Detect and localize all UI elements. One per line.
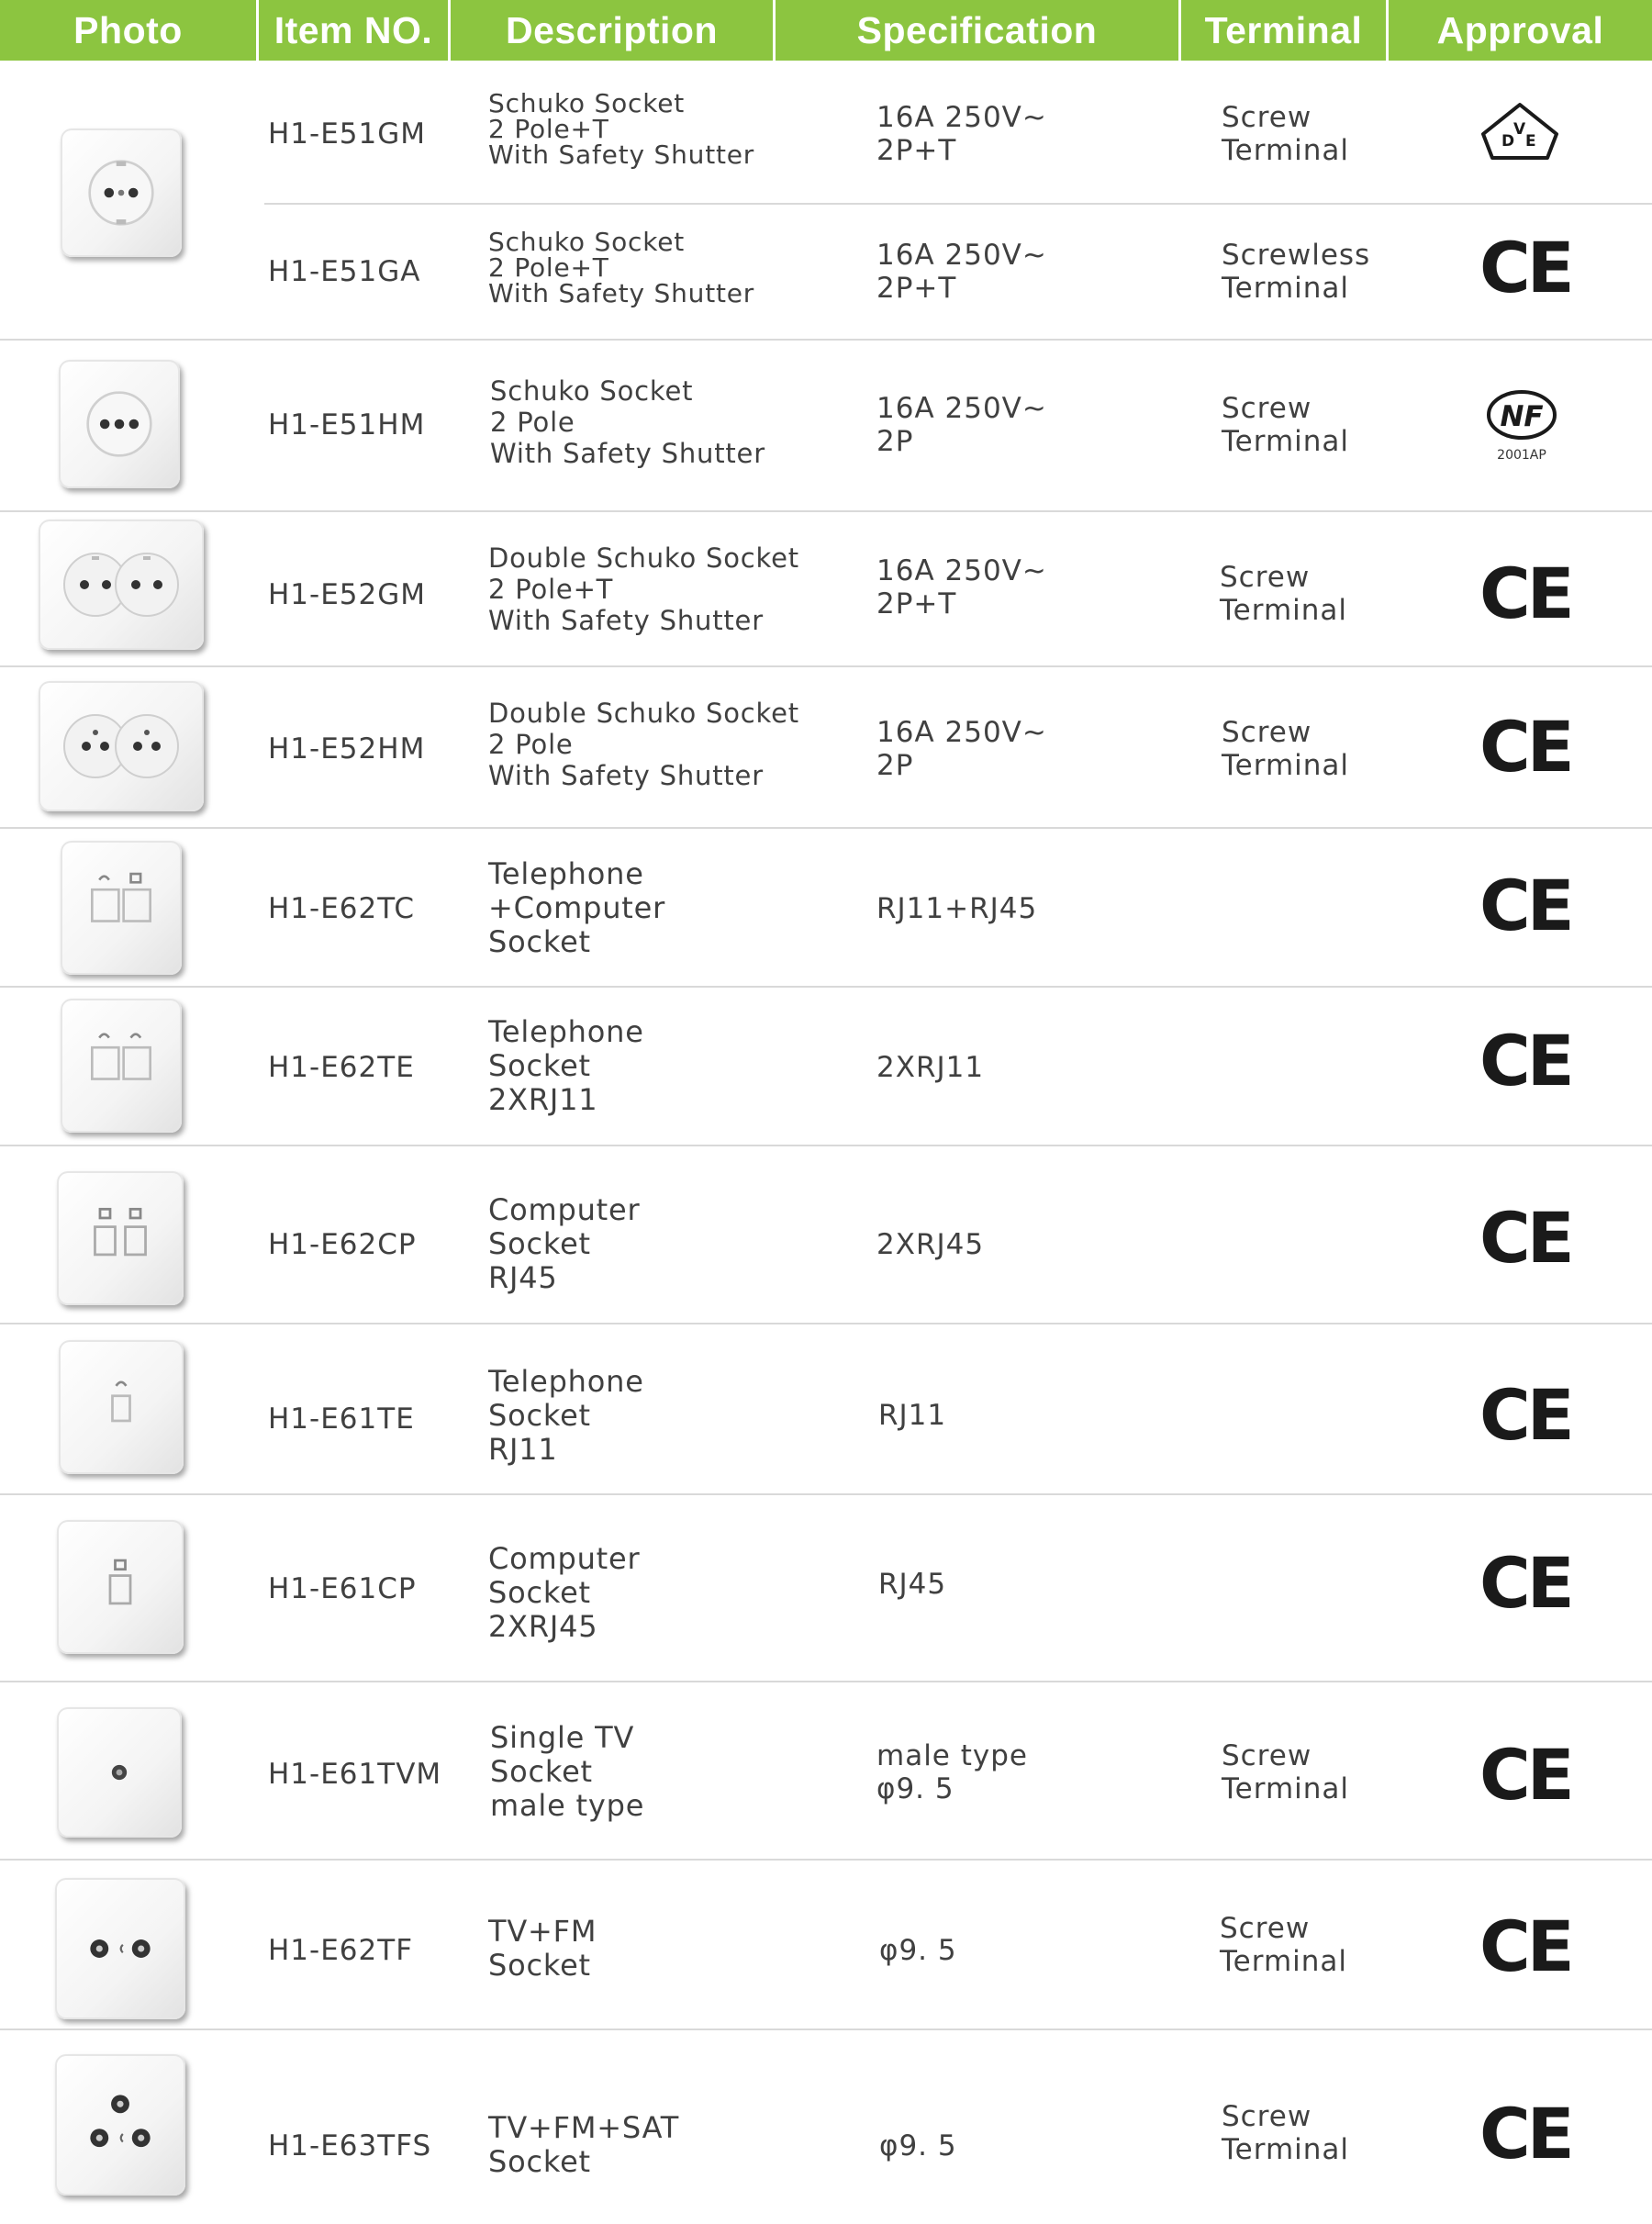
- specification: 16A 250V~ 2P+T: [876, 239, 1047, 305]
- specification: 16A 250V~ 2P: [876, 392, 1047, 458]
- description: TV+FM+SAT Socket: [488, 2110, 680, 2179]
- specification: 16A 250V~ 2P: [876, 716, 1047, 782]
- terminal: Screwless Terminal: [1222, 239, 1371, 305]
- terminal: Screw Terminal: [1220, 561, 1348, 627]
- ce-approval-icon: CE: [1479, 553, 1571, 634]
- computer-socket-image: [57, 1520, 184, 1654]
- row-separator: [0, 1859, 1652, 1861]
- item-number: H1-E62CP: [268, 1228, 417, 1261]
- header-description: Description: [451, 0, 776, 61]
- specification: RJ11: [878, 1399, 947, 1432]
- ce-approval-icon: CE: [1479, 706, 1571, 788]
- item-number: H1-E62TE: [268, 1051, 415, 1084]
- specification: RJ11+RJ45: [876, 892, 1038, 925]
- header-photo: Photo: [0, 0, 259, 61]
- double-schuko-socket-image: [39, 520, 204, 650]
- item-number: H1-E51GA: [268, 255, 421, 288]
- specification: 2XRJ11: [876, 1051, 985, 1084]
- ce-approval-icon: CE: [1479, 1734, 1571, 1816]
- row-separator: [0, 1323, 1652, 1324]
- tv-fm-sat-socket-image: [55, 2054, 185, 2196]
- row-separator: [0, 339, 1652, 341]
- nf-approval-icon: [1485, 389, 1558, 463]
- description: Computer Socket 2XRJ45: [488, 1541, 641, 1644]
- specification: RJ45: [878, 1568, 947, 1601]
- terminal: Screw Terminal: [1222, 716, 1350, 782]
- ce-approval-icon: CE: [1479, 1542, 1571, 1624]
- description: Telephone Socket 2XRJ11: [488, 1014, 644, 1117]
- item-number: H1-E62TC: [268, 892, 416, 925]
- description: Schuko Socket 2 Pole+T With Safety Shutter: [488, 88, 755, 170]
- description: Telephone Socket RJ11: [488, 1364, 644, 1467]
- table-header: [0, 0, 1652, 61]
- specification: φ9. 5: [879, 2129, 957, 2163]
- terminal: Screw Terminal: [1220, 1912, 1348, 1978]
- row-separator: [0, 1145, 1652, 1146]
- item-number: H1-E61TE: [268, 1403, 415, 1436]
- row-separator: [264, 203, 1652, 205]
- header-specification: Specification: [776, 0, 1181, 61]
- row-separator: [0, 1493, 1652, 1495]
- item-number: H1-E63TFS: [268, 2129, 432, 2163]
- item-number: H1-E61TVM: [268, 1758, 442, 1791]
- svg-text:D: D: [1501, 132, 1515, 151]
- terminal: Screw Terminal: [1222, 101, 1350, 167]
- terminal: Screw Terminal: [1222, 392, 1350, 458]
- row-separator: [0, 2028, 1652, 2030]
- item-number: H1-E52HM: [268, 732, 426, 766]
- ce-approval-icon: CE: [1479, 1197, 1571, 1279]
- ce-approval-icon: CE: [1479, 2093, 1571, 2174]
- svg-text:V: V: [1513, 120, 1526, 139]
- tv-fm-socket-image: [55, 1878, 185, 2019]
- nf-approval-code: 2001AP: [1497, 448, 1546, 463]
- item-number: H1-E62TF: [268, 1934, 414, 1967]
- specification: φ9. 5: [879, 1934, 957, 1967]
- item-number: H1-E51HM: [268, 408, 426, 441]
- description: Double Schuko Socket 2 Pole+T With Safety Shutter: [488, 542, 799, 636]
- ce-approval-icon: CE: [1479, 865, 1571, 946]
- row-separator: [0, 827, 1652, 829]
- ce-approval-icon: CE: [1479, 1020, 1571, 1101]
- double-computer-socket-image: [57, 1171, 184, 1305]
- specification: male type φ9. 5: [876, 1739, 1028, 1805]
- description: Double Schuko Socket 2 Pole With Safety Shutter: [488, 698, 799, 791]
- description: TV+FM Socket: [488, 1914, 597, 1983]
- row-separator: [0, 665, 1652, 667]
- description: Schuko Socket 2 Pole With Safety Shutter: [490, 375, 765, 469]
- item-number: H1-E61CP: [268, 1572, 417, 1605]
- french-socket-image: [59, 360, 180, 488]
- row-separator: [0, 1681, 1652, 1682]
- nf-logo-text: NF: [1500, 400, 1544, 433]
- header-approval: Approval: [1436, 8, 1604, 51]
- item-number: H1-E51GM: [268, 117, 427, 151]
- ce-approval-icon: CE: [1479, 227, 1571, 308]
- description: Telephone +Computer Socket: [488, 856, 666, 959]
- specification: 16A 250V~ 2P+T: [876, 554, 1047, 620]
- description: Schuko Socket 2 Pole+T With Safety Shutter: [488, 227, 755, 308]
- double-telephone-socket-image: [61, 999, 182, 1133]
- telephone-socket-image: [59, 1340, 184, 1474]
- svg-text:E: E: [1525, 132, 1536, 151]
- terminal: Screw Terminal: [1222, 1739, 1350, 1805]
- telephone-computer-socket-image: [61, 841, 182, 975]
- specification: 2XRJ45: [876, 1228, 985, 1261]
- header-item-no: Item NO.: [259, 0, 451, 61]
- row-separator: [0, 986, 1652, 988]
- specification: 16A 250V~ 2P+T: [876, 101, 1047, 167]
- double-french-socket-image: [39, 681, 204, 811]
- terminal: Screw Terminal: [1222, 2100, 1350, 2166]
- description: Single TV Socket male type: [490, 1720, 645, 1823]
- ce-approval-icon: CE: [1479, 1905, 1571, 1987]
- schuko-socket-image: [61, 129, 182, 257]
- item-number: H1-E52GM: [268, 578, 427, 611]
- tv-socket-image: [57, 1707, 182, 1838]
- description: Computer Socket RJ45: [488, 1192, 641, 1295]
- header-terminal: Terminal: [1181, 0, 1389, 61]
- ce-approval-icon: CE: [1479, 1374, 1571, 1456]
- row-separator: [0, 510, 1652, 512]
- vde-approval-icon: [1479, 101, 1560, 165]
